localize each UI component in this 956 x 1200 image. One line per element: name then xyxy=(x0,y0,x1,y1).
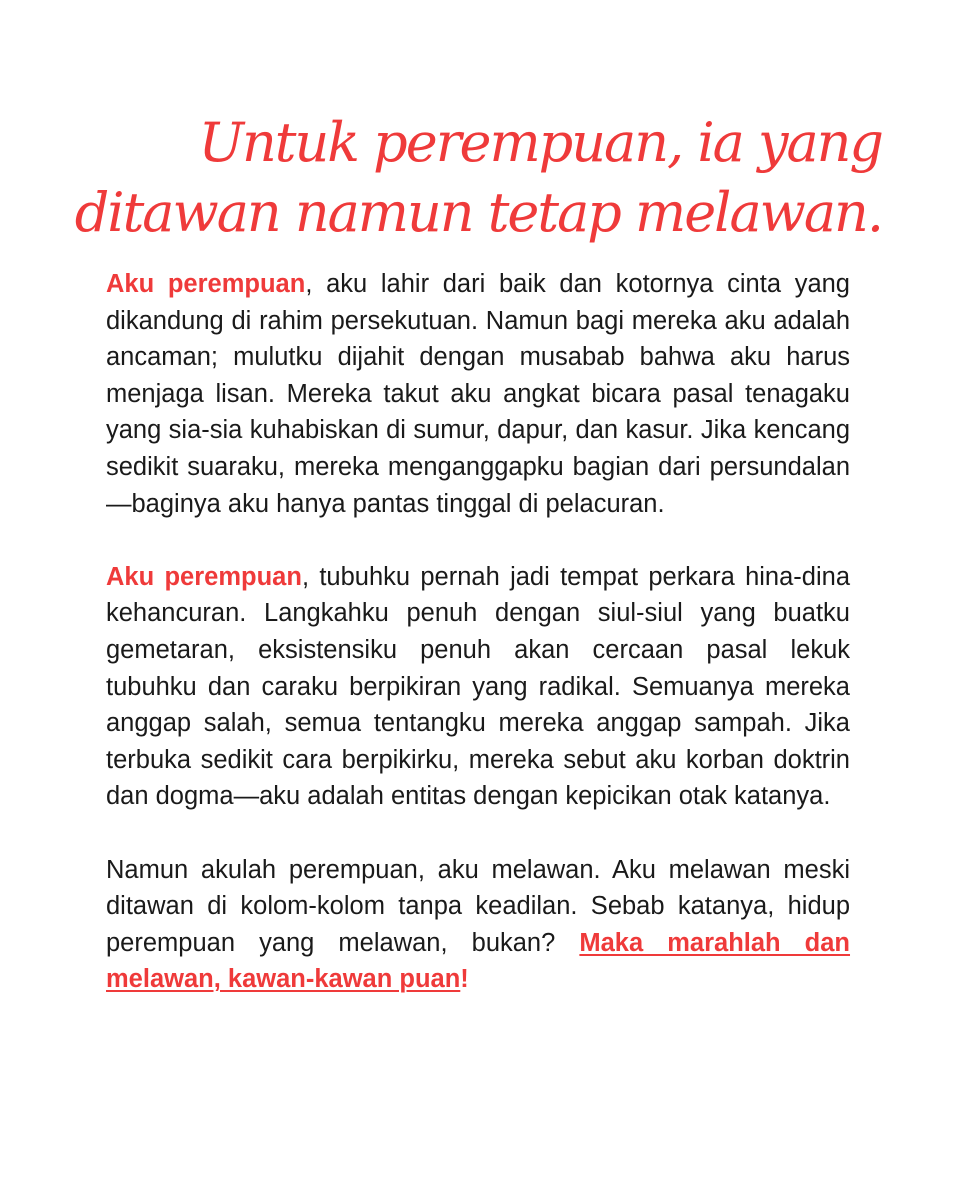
call-to-action-exclamation: ! xyxy=(460,965,469,994)
title-line-1: Untuk perempuan, ia yang xyxy=(198,111,882,174)
paragraph-2-highlight: Aku perempuan xyxy=(106,562,302,591)
paragraph-1 xyxy=(106,266,850,522)
paragraph-2-text: , tubuhku pernah jadi tempat perkara hina-dina kehancuran. Langkahku penuh dengan siul-siul yang buatku gemetaran, eksistensiku penuh akan cercaan pasal lekuk tubuhku dan caraku berpikiran yang radikal. Semuanya mereka anggap salah, semua tentangku mereka anggap sampah. Jika terbuka sedikit cara berpikirku, mereka sebut aku korban doktrin dan dogma—aku adalah entitas dengan kepicikan otak katanya. xyxy=(106,562,851,811)
call-to-action-link[interactable]: Maka marahlah dan melawan, kawan-kawan puan xyxy=(106,928,851,994)
paragraph-3-text: Namun akulah perempuan, aku melawan. Aku melawan meski ditawan di kolom-kolom tanpa keadilan. Sebab katanya, hidup perempuan yang melawan, bukan? xyxy=(106,855,850,957)
paragraph-2 xyxy=(106,559,850,815)
paragraph-3 xyxy=(106,852,850,998)
article-body xyxy=(106,266,850,1034)
paragraph-1-text: , aku lahir dari baik dan kotornya cinta yang dikandung di rahim persekutuan. Namun bagi mereka aku adalah ancaman; mulutku dijahit dengan musabab bahwa aku harus menjaga lisan. Mereka takut aku angkat bicara pasal tenagaku yang sia-sia kuhabiskan di sumur, dapur, dan kasur. Jika kencang sedikit suaraku, mereka menganggapku bagian dari persundalan—baginya aku hanya pantas tinggal di pelacuran. xyxy=(106,270,850,518)
title-line-2: ditawan namun tetap melawan. xyxy=(74,181,882,244)
paragraph-1-highlight: Aku perempuan xyxy=(106,270,306,298)
page-title xyxy=(62,108,882,248)
